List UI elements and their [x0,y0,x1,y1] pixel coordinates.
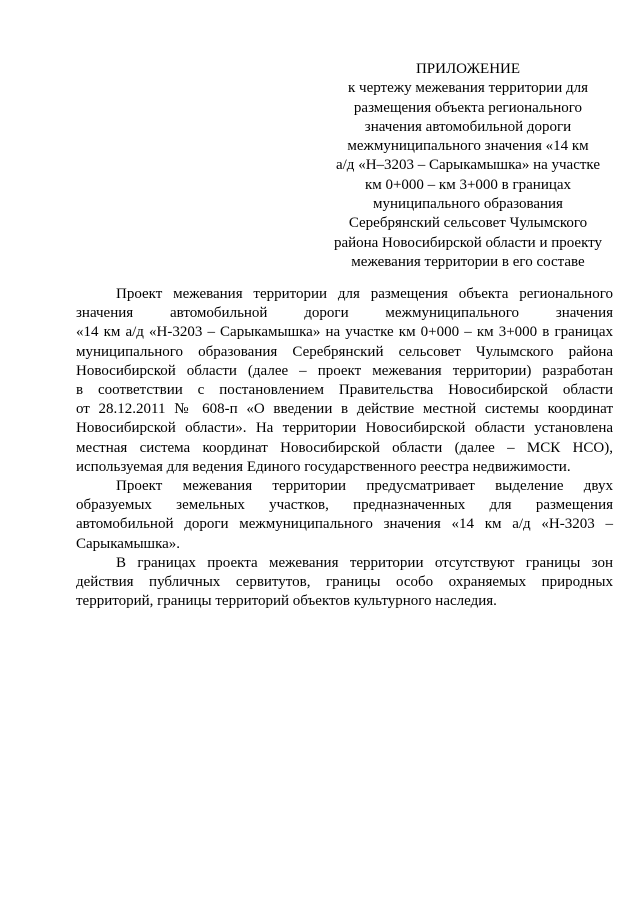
text-line: действия публичных сервитутов, границы особо охраняемых природных [76,574,613,591]
text-line: Новосибирской области (далее – проект межевания территории) разработан [76,362,613,379]
text-line: используемая для ведения Единого государственного реестра недвижимости. [76,458,571,475]
text-line: В границах проекта межевания территории отсутствуют границы зон [116,554,613,571]
text-line: Сарыкамышка». [76,535,181,552]
text-line: Новосибирской области». На территории Новосибирской области установлена [76,420,613,437]
text-line: значения автомобильной дороги межмуниципального значения [76,305,613,322]
annex-line: км 0+000 – км 3+000 в границах [364,176,572,193]
paragraph-project-basis [76,285,613,477]
text-line: образуемых земельных участков, предназначенных для размещения [76,497,613,514]
annex-line: межевания территории в его составе [351,253,585,270]
text-line: «14 км а/д «Н-3203 – Сарыкамышка» на участке км 0+000 – км 3+000 в границах [76,324,613,341]
annex-line: Серебрянский сельсовет Чулымского [348,215,588,232]
annex-title: ПРИЛОЖЕНИЕ [415,61,521,77]
annex-line: к чертежу межевания территории для [347,80,588,97]
text-line: автомобильной дороги межмуниципального значения «14 км а/д «Н-3203 – [76,516,613,533]
text-line: Проект межевания территории для размещения объекта регионального [116,286,613,302]
text-line: от 28.12.2011 № 608-п «О введении в действие местной системы координат [76,401,613,418]
paragraph-boundaries [76,554,613,612]
annex-line: размещения объекта регионального [353,99,583,116]
annex-line: района Новосибирской области и проекту [333,234,603,251]
document-body [76,285,613,611]
annex-line: муниципального образования [373,196,563,213]
text-line: Проект межевания территории предусматривает выделение двух [116,478,613,495]
annex-line: значения автомобильной дороги [364,118,572,135]
text-line: в соответствии с постановлением Правительства Новосибирской области [76,382,613,399]
text-line: муниципального образования Серебрянский сельсовет Чулымского района [76,343,613,360]
text-line: территорий, границы территорий объектов культурного наследия. [76,593,497,610]
paragraph-land-plots [76,477,613,554]
annex-line: межмуниципального значения «14 км [347,138,589,155]
annex-header [318,60,618,272]
text-line: местная система координат Новосибирской области (далее – МСК НСО), [76,439,613,456]
annex-line: а/д «Н–3203 – Сарыкамышка» на участке [335,157,600,174]
